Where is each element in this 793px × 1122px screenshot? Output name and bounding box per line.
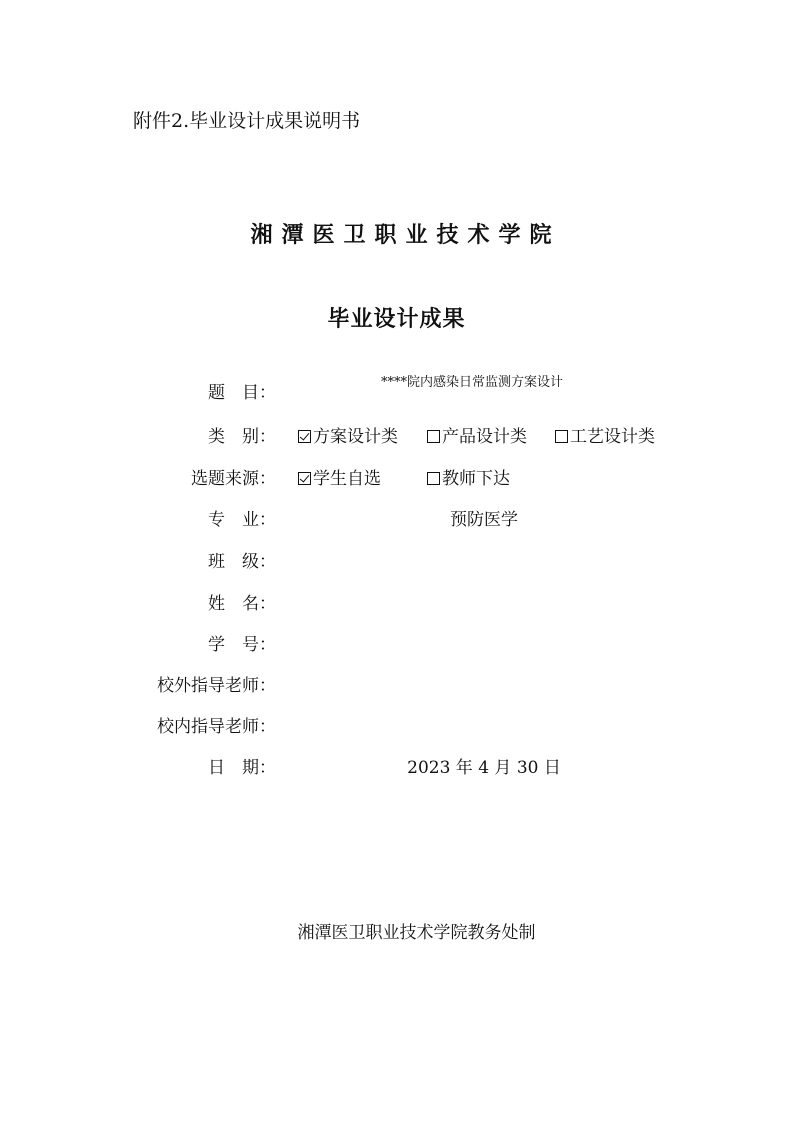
category-label: 类 别： <box>208 427 276 447</box>
topic-value: ****院内感染日常监测方案设计 <box>381 375 564 390</box>
attachment-heading: 附件2.毕业设计成果说明书 <box>133 110 361 132</box>
student-id-label: 学 号： <box>208 635 276 655</box>
source-option-label: 教师下达 <box>442 469 510 489</box>
category-option-label: 方案设计类 <box>313 427 398 447</box>
internal-advisor-label: 校内指导老师： <box>157 717 276 737</box>
category-option-process[interactable] <box>555 422 655 447</box>
major-label: 专 业： <box>208 510 276 530</box>
checkbox-icon <box>555 430 568 443</box>
name-label: 姓 名： <box>208 594 276 614</box>
external-advisor-label: 校外指导老师： <box>157 676 276 696</box>
major-value: 预防医学 <box>450 510 518 530</box>
source-option-label: 学生自选 <box>313 469 381 489</box>
source-option-student[interactable] <box>298 464 381 489</box>
source-option-teacher[interactable] <box>427 464 510 489</box>
topic-label: 题 目： <box>208 383 276 403</box>
category-option-label: 工艺设计类 <box>570 427 655 447</box>
checkbox-icon <box>427 430 440 443</box>
issuer-footer: 湘潭医卫职业技术学院教务处制 <box>297 923 536 943</box>
checkbox-icon <box>427 472 440 485</box>
college-name: 湘潭医卫职业技术学院 <box>250 223 561 248</box>
date-label: 日 期： <box>208 758 276 778</box>
source-label: 选题来源： <box>191 469 276 489</box>
class-label: 班 级： <box>208 552 276 572</box>
checked-box-icon <box>298 430 311 443</box>
document-title: 毕业设计成果 <box>327 307 466 332</box>
category-option-label: 产品设计类 <box>442 427 527 447</box>
date-value: 2023 年 4 月 30 日 <box>407 758 561 778</box>
category-option-product[interactable] <box>427 422 527 447</box>
checked-box-icon <box>298 472 311 485</box>
category-option-plan[interactable] <box>298 422 398 447</box>
